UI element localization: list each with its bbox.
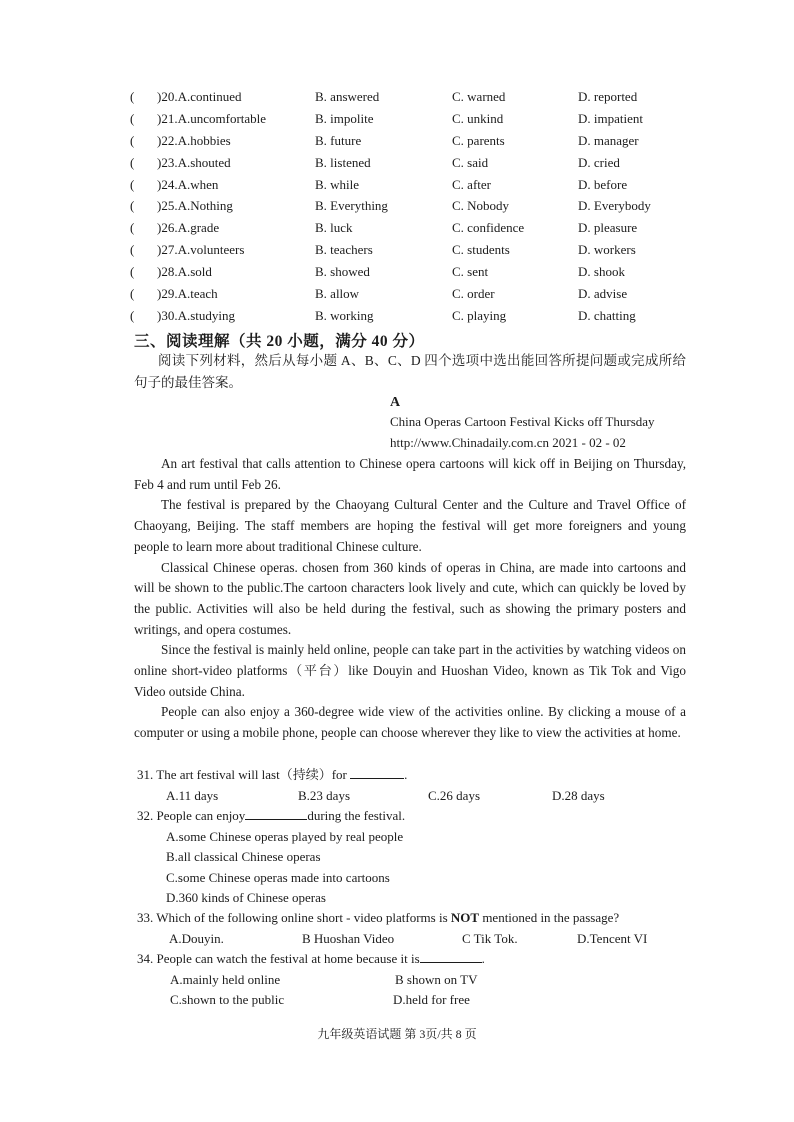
option-b: B. listened — [315, 154, 371, 170]
option-b: B. while — [315, 176, 360, 192]
answer-bracket: ( — [130, 286, 135, 302]
question-number-and-option-a: )21.A.uncomfortable — [157, 110, 267, 126]
answer-blank — [420, 949, 482, 963]
answer-bracket: ( — [130, 132, 135, 148]
option-a: A.some Chinese operas played by real people — [166, 828, 404, 844]
option-d: D.Tencent VI — [577, 930, 648, 946]
answer-blank — [245, 806, 307, 820]
option-d: D. Everybody — [578, 198, 651, 214]
article-body — [134, 454, 686, 744]
option-b: B. luck — [315, 220, 353, 236]
cloze-row-27 — [130, 239, 690, 261]
option-c: C Tik Tok. — [462, 930, 518, 946]
answer-bracket: ( — [130, 198, 135, 214]
paragraph: Classical Chinese operas. chosen from 360 kinds of operas in China, are made into cartoons and will be shown to the public.The cartoon characters look lively and cute, which can quickly be loved by the public. Activities will also be held during the festival, such as showing the primary posters and writings, and opera costumes. — [134, 559, 686, 637]
cloze-row-29 — [130, 283, 690, 305]
answer-bracket: ( — [130, 110, 135, 126]
article-title: China Operas Cartoon Festival Kicks off Thursday — [390, 414, 655, 429]
question-number-and-option-a: )25.A.Nothing — [157, 198, 233, 214]
option-b: B. future — [315, 132, 362, 148]
option-c: C.some Chinese operas made into cartoons — [166, 869, 390, 885]
option-c: C. sent — [452, 264, 489, 280]
question-number-and-option-a: )23.A.shouted — [157, 154, 231, 170]
question-number-and-option-a: )20.A.continued — [157, 89, 242, 104]
option-d: D. advise — [578, 286, 628, 302]
question-number-and-option-a: )22.A.hobbies — [157, 132, 231, 148]
answer-bracket: ( — [130, 242, 135, 258]
option-b: B shown on TV — [395, 971, 478, 987]
option-c: C. parents — [452, 132, 505, 148]
answer-bracket: ( — [130, 154, 135, 170]
option-b: B. Everything — [315, 198, 388, 214]
option-a: A.11 days — [166, 787, 219, 803]
question-stem: 34. People can watch the festival at home because it is . — [137, 951, 485, 966]
option-b: B. working — [315, 307, 374, 323]
paragraph: Since the festival is mainly held online, people can take part in the activities by watching videos on online short-video platforms（平台）like Douyin and Huoshan Video, known as Tik Tok and Vigo Video outside China. — [134, 642, 686, 699]
option-b: B. answered — [315, 89, 380, 104]
answer-bracket: ( — [130, 176, 135, 192]
passage-label: A — [390, 395, 401, 410]
option-d: D.held for free — [393, 992, 470, 1007]
option-b: B.all classical Chinese operas — [166, 849, 321, 864]
option-d: D. workers — [578, 242, 636, 258]
option-d: D. impatient — [578, 110, 643, 126]
option-b: B. showed — [315, 264, 370, 280]
option-c: C. Nobody — [452, 198, 510, 214]
cloze-options — [130, 86, 690, 327]
option-d: D. cried — [578, 154, 620, 170]
cloze-row-22 — [130, 130, 690, 152]
option-a: A.mainly held online — [170, 971, 281, 987]
answer-bracket: ( — [130, 264, 135, 280]
question-31 — [137, 765, 697, 806]
option-b: B. teachers — [315, 242, 373, 258]
option-c: C. unkind — [452, 110, 504, 126]
page-footer: 九年级英语试题 第 3页/共 8 页 — [317, 1027, 477, 1041]
cloze-row-26 — [130, 217, 690, 239]
option-b: B.23 days — [298, 787, 350, 803]
question-number-and-option-a: )28.A.sold — [157, 264, 212, 280]
option-b: B. allow — [315, 286, 360, 302]
question-options — [137, 990, 697, 1011]
question-number-and-option-a: )27.A.volunteers — [157, 242, 245, 258]
option-c: C. warned — [452, 89, 506, 104]
paragraph: The festival is prepared by the Chaoyang Cultural Center and the Culture and Travel Office of Chaoyang, Beijing. The staff members are hoping the festival will get more foreigners and young people to learn more about traditional Chinese culture. — [134, 497, 686, 554]
question-number-and-option-a: )30.A.studying — [157, 307, 236, 323]
option-d: D. reported — [578, 89, 638, 104]
section-heading: 三、阅读理解（共 20 小题，满分 40 分） — [134, 333, 425, 350]
option-d: D. manager — [578, 132, 639, 148]
answer-bracket: ( — [130, 307, 135, 323]
option-c: C.shown to the public — [170, 992, 285, 1007]
cloze-row-23 — [130, 152, 690, 174]
option-c: C. said — [452, 154, 489, 170]
cloze-row-30 — [130, 305, 690, 327]
question-32 — [137, 806, 697, 909]
question-stem: 32. People can enjoy during the festival. — [137, 808, 406, 823]
option-c: C. students — [452, 242, 510, 258]
option-c: C. after — [452, 176, 491, 192]
option-d: D. pleasure — [578, 220, 638, 236]
question-stem: 31. The art festival will last（持续）for . — [137, 767, 408, 782]
question-33 — [137, 908, 697, 949]
option-d: D. chatting — [578, 307, 636, 323]
paragraph: An art festival that calls attention to Chinese opera cartoons will kick off in Beijing on Thursday, Feb 4 and rum until Feb 26. — [134, 456, 686, 492]
article-source: http://www.Chinadaily.com.cn 2021 - 02 - 02 — [390, 435, 626, 450]
cloze-row-21 — [130, 108, 690, 130]
paragraph: People can also enjoy a 360-degree wide view of the activities online. By clicking a mouse of a computer or using a mobile phone, people can choose wherever they like to view the activities at home. — [134, 704, 686, 741]
option-d: D. before — [578, 176, 628, 192]
cloze-row-25 — [130, 195, 690, 217]
cloze-row-20 — [130, 86, 690, 108]
option-c: C. confidence — [452, 220, 525, 236]
question-options — [137, 929, 697, 950]
option-c: C.26 days — [428, 787, 480, 803]
option-d: D.360 kinds of Chinese operas — [166, 890, 326, 905]
question-number-and-option-a: )26.A.grade — [157, 220, 220, 236]
option-a: A.Douyin. — [169, 930, 224, 946]
option-c: C. playing — [452, 307, 507, 323]
question-number-and-option-a: )24.A.when — [157, 176, 219, 192]
question-34 — [137, 949, 697, 1011]
question-number-and-option-a: )29.A.teach — [157, 286, 218, 302]
option-d: D. shook — [578, 264, 625, 280]
question-stem: 33. Which of the following online short - video platforms is NOT mentioned in the passage? — [137, 910, 620, 925]
option-c: C. order — [452, 286, 495, 302]
cloze-row-24 — [130, 174, 690, 196]
section-instruction: 阅读下列材料，然后从每小题 A、B、C、D 四个选项中选出能回答所提问题或完成所给句子的最佳答案。 — [134, 353, 686, 390]
answer-bracket: ( — [130, 220, 135, 236]
option-d: D.28 days — [552, 787, 605, 803]
answer-bracket: ( — [130, 89, 135, 104]
question-options — [137, 786, 697, 807]
option-b: B Huoshan Video — [302, 930, 395, 946]
question-options — [137, 970, 697, 991]
emphasis-not: NOT — [450, 910, 480, 925]
answer-blank — [350, 765, 404, 779]
cloze-row-28 — [130, 261, 690, 283]
option-b: B. impolite — [315, 110, 374, 126]
